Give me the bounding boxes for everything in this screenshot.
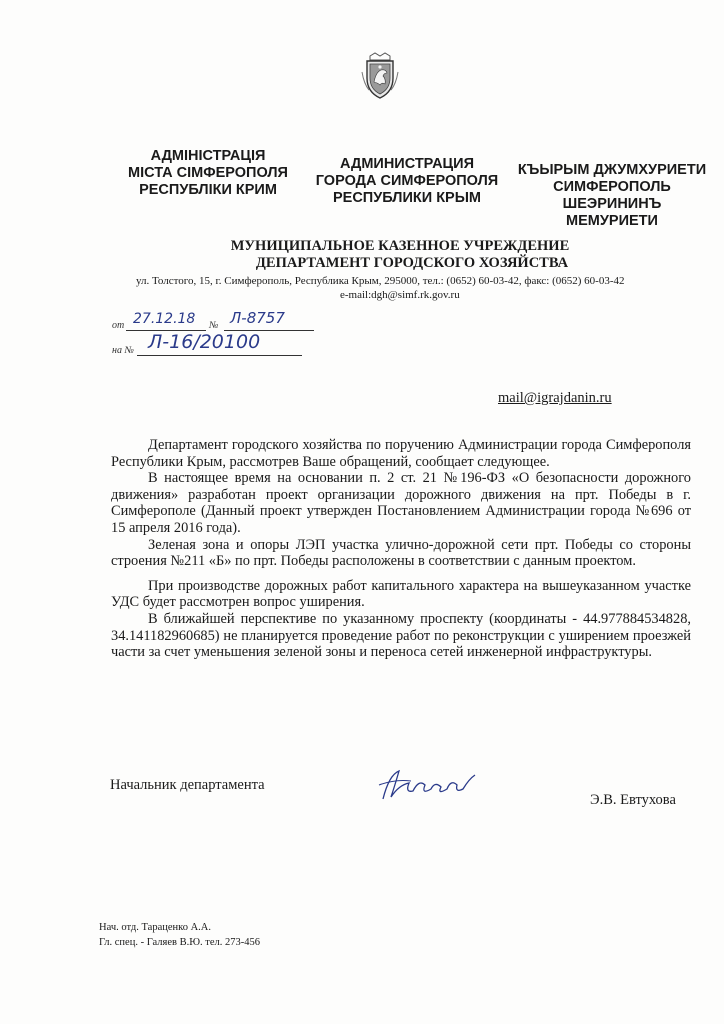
body-paragraph: В ближайшей перспективе по указанному проспекту (координаты - 44.977884534828, 34.141182960685) не планируется проведение работ по реконструкции с уширением проезжей части за счет уменьшения зеленой зоны и переноса сетей инженерной инфраструктуры. (111, 610, 691, 661)
header-crh-line: ШЕЭРИНИНЪ (562, 196, 662, 212)
header-ru-line: РЕСПУБЛИКИ КРЫМ (332, 190, 481, 206)
signatory-title: Начальник департамента (110, 777, 265, 793)
institution-address: ул. Толстого, 15, г. Симферополь, Республика Крым, 295000, тел.: (0652) 60-03-42, факс: (0652) 60-03-42 (136, 275, 625, 287)
institution-email: e-mail:dgh@simf.rk.gov.ru (340, 289, 460, 301)
reg-ref-handwritten: Л-16/20100 (148, 331, 261, 353)
department-name: ДЕПАРТАМЕНТ ГОРОДСКОГО ХОЗЯЙСТВА (255, 255, 569, 271)
reg-to-label: на № (112, 345, 134, 356)
header-crh-line: МЕМУРИЕТИ (566, 213, 658, 229)
body-paragraph: В настоящее время на основании п. 2 ст. 21 №196-ФЗ «О безопасности дорожного движения» разработан проект организации дорожного движения на прт. Победы в г. Симферополе (Данный проект утвержден Постановлением Администрации города №696 от 15 апреля 2016 года). (111, 470, 691, 536)
footer-specialist: Гл. спец. - Галяев В.Ю. тел. 273-456 (99, 937, 260, 948)
header-crh-line: СИМФЕРОПОЛЬ (553, 179, 671, 195)
coat-of-arms-emblem (361, 52, 399, 100)
footer-executor: Нач. отд. Тараценко А.А. (99, 922, 211, 933)
header-ru-line: ГОРОДА СИМФЕРОПОЛЯ (315, 173, 499, 189)
reg-from-label: от (112, 320, 125, 331)
header-ukrainian (108, 148, 308, 199)
handwritten-signature (375, 765, 485, 807)
header-crimean-tatar (512, 162, 712, 230)
header-russian (300, 156, 514, 207)
body-paragraph: Департамент городского хозяйства по поручению Администрации города Симферополя Республики Крым, рассмотрев Ваше обращений, сообщает следующее. (111, 437, 691, 470)
header-ru-line: АДМИНИСТРАЦИЯ (339, 156, 474, 172)
body-paragraph: При производстве дорожных работ капитального характера на вышеуказанном участке УДС будет рассмотрен вопрос уширения. (111, 577, 691, 611)
institution-name: МУНИЦИПАЛЬНОЕ КАЗЕННОЕ УЧРЕЖДЕНИЕ (230, 238, 570, 254)
signatory-name: Э.В. Евтухова (590, 792, 676, 808)
letter-body (111, 437, 691, 661)
header-ua-line: РЕСПУБЛІКИ КРИМ (139, 182, 277, 198)
recipient-email: mail@igrajdanin.ru (498, 390, 612, 406)
reg-date-handwritten: 27.12.18 (133, 311, 196, 327)
header-crh-line: КЪЫРЫМ ДЖУМХУРИЕТИ (517, 162, 707, 178)
reg-ref-line (137, 355, 302, 356)
header-ua-line: МІСТА СІМФЕРОПОЛЯ (128, 165, 288, 181)
header-ua-line: АДМІНІСТРАЦІЯ (150, 148, 266, 164)
reg-number-label: № (209, 320, 219, 331)
reg-number-handwritten: Л-8757 (230, 309, 285, 327)
body-paragraph: Зеленая зона и опоры ЛЭП участка улично-дорожной сети прт. Победы со стороны строения №211 «Б» по прт. Победы расположены в соответствии с данным проектом. (111, 536, 691, 570)
